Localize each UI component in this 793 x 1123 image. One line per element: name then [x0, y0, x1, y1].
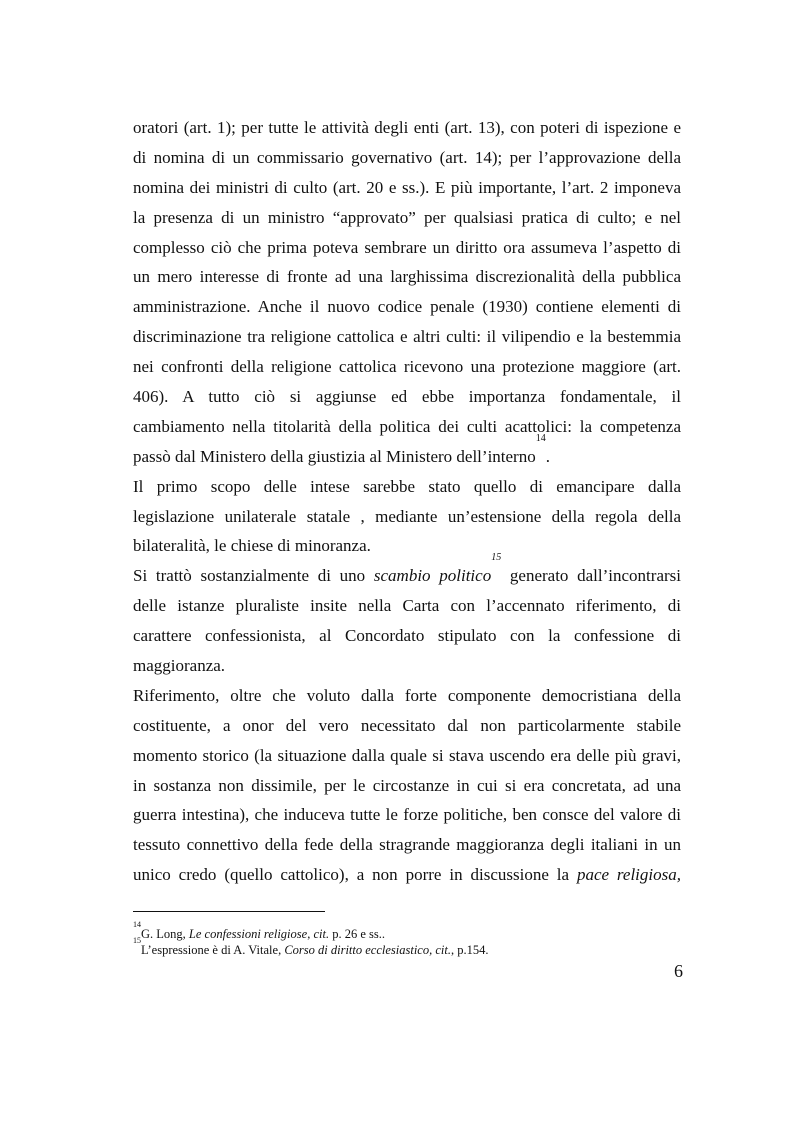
text-line: maggioranza.	[133, 656, 226, 676]
page-number: 6	[674, 961, 683, 981]
footnote-text: L’espressione è di A. Vitale,	[141, 942, 285, 957]
text-line: amministrazione. Anche il nuovo codice penale (1930) contiene elementi di	[133, 297, 681, 317]
text-line: 406). A tutto ciò si aggiunse ed ebbe importanza fondamentale, il	[133, 387, 681, 407]
footnote-mark: 14	[133, 920, 141, 929]
text-line: di nomina di un commissario governativo (art. 14); per l’approvazione della	[133, 147, 681, 167]
italic-term: pace religiosa,	[576, 865, 681, 885]
text-line	[133, 552, 681, 591]
text-line: costituente, a onor del vero necessitato dal non particolarmente stabile	[133, 715, 681, 735]
text-line: guerra intestina), che induceva tutte le forze politiche, ben consce del valore di	[133, 805, 681, 825]
text-segment: generato dall’incontrarsi	[501, 566, 681, 586]
footnote-ref-15[interactable]	[491, 552, 501, 563]
text-line: carattere confessionista, al Concordato stipulato con la confessione di	[133, 626, 681, 646]
footnote-ref-14[interactable]: 14	[535, 432, 546, 444]
footnote-ref-mark: 15	[491, 552, 502, 564]
text-line: oratori (art. 1); per tutte le attività degli enti (art. 13), con poteri di ispezione e	[133, 118, 681, 137]
italic-term: scambio politico	[373, 566, 492, 586]
text-line: cambiamento nella titolarità della politica dei culti acattolici: la competenza	[133, 416, 681, 436]
text-line: la presenza di un ministro “approvato” per qualsiasi pratica di culto; e nel	[133, 207, 681, 227]
body-text	[133, 113, 681, 890]
text-line: momento storico (la situazione dalla quale si stava uscendo era delle più gravi,	[133, 745, 681, 765]
text-segment: Si trattò sostanzialmente di uno	[133, 566, 374, 586]
footnote-title: Corso di diritto ecclesiastico, cit.	[284, 942, 451, 957]
text-line: discriminazione tra religione cattolica e altri culti: il vilipendio e la bestemmia	[133, 327, 681, 347]
footnotes	[133, 920, 681, 958]
text-line: legislazione unilaterale statale , mediante un’estensione della regola della	[133, 506, 681, 526]
text-line	[133, 432, 681, 472]
footnote-text: p. 26 e ss..	[329, 927, 385, 941]
footnote-15	[133, 935, 681, 959]
text-line: complesso ciò che prima poteva sembrare un diritto ora assumeva l’aspetto di	[133, 237, 681, 257]
text-line: in sostanza non dissimile, per le circostanze in cui si era concretata, ad una	[133, 775, 681, 795]
text-line: tessuto connettivo della fede della stragrande maggioranza degli italiani in un	[133, 835, 681, 855]
footnote-14	[133, 920, 681, 943]
footnote-text: , p.154.	[450, 942, 489, 957]
text-segment: unico credo (quello cattolico), a non porre in discussione la	[133, 865, 577, 885]
text-segment: .	[545, 446, 550, 466]
text-line: delle istanze pluraliste insite nella Carta con l’accennato riferimento, di	[133, 596, 681, 616]
text-line: Riferimento, oltre che voluto dalla forte componente democristiana della	[133, 685, 681, 705]
footnote-text: G. Long,	[141, 927, 189, 941]
text-line: bilateralità, le chiese di minoranza.	[133, 536, 371, 556]
footnote-cit: cit.	[313, 927, 330, 941]
text-segment: passò dal Ministero della giustizia al Ministero dell’interno	[133, 446, 536, 466]
footnote-mark: 15	[133, 935, 141, 945]
footnote-separator	[133, 911, 325, 912]
text-line: nei confronti della religione cattolica ricevono una protezione maggiore (art.	[133, 357, 681, 377]
text-line: Il primo scopo delle intese sarebbe stato quello di emancipare dalla	[133, 476, 681, 496]
text-line: nomina dei ministri di culto (art. 20 e ss.). E più importante, l’art. 2 imponeva	[133, 177, 681, 197]
footnote-title: Le confessioni religiose	[188, 927, 308, 941]
text-line	[133, 860, 681, 890]
footnote-text: ,	[307, 927, 314, 941]
text-line: un mero interesse di fronte ad una larghissima discrezionalità della pubblica	[133, 267, 681, 287]
